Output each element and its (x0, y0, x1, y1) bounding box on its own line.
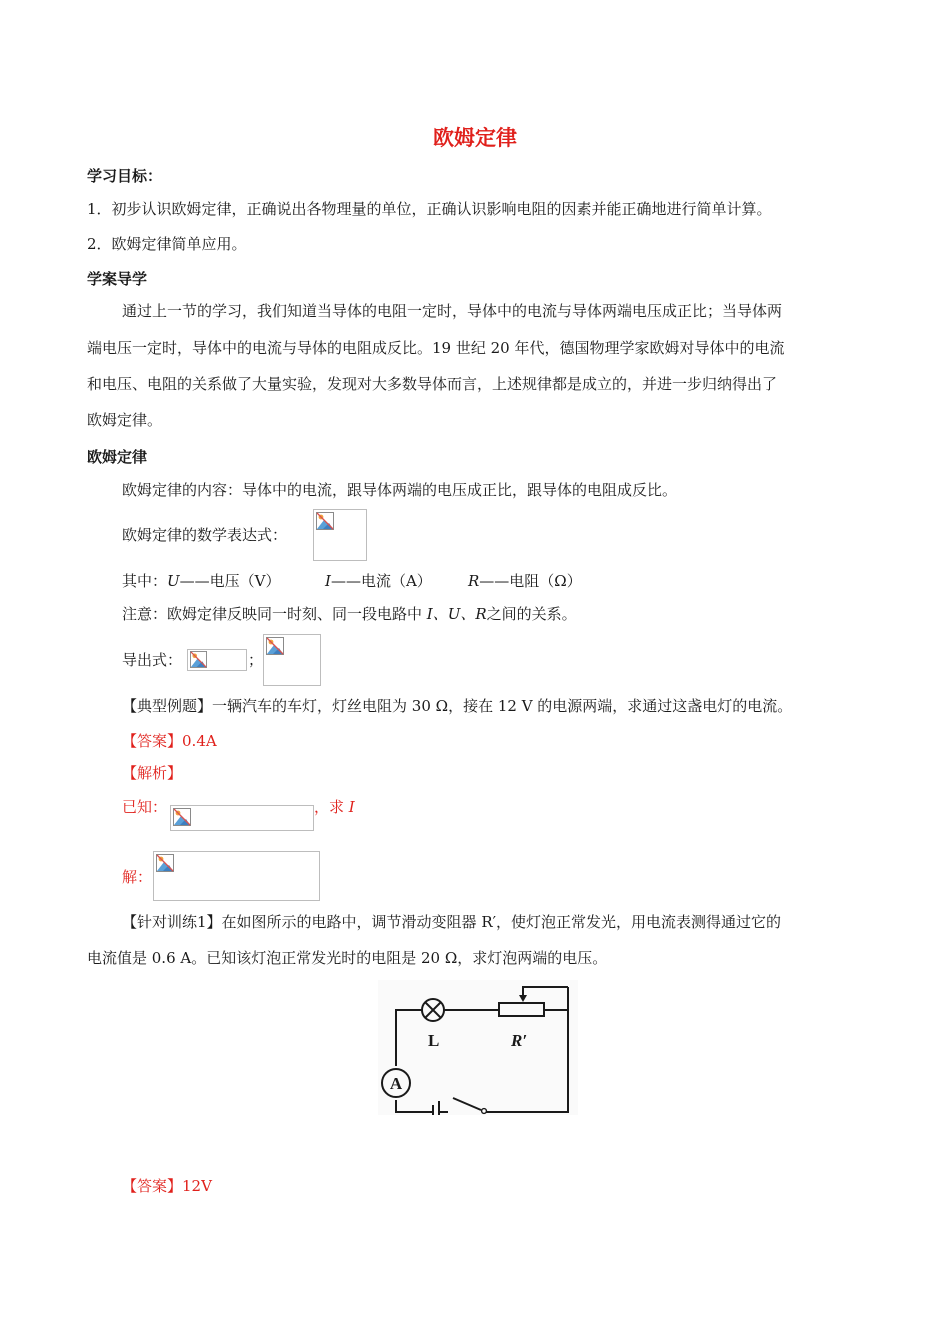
law-note (122, 604, 577, 624)
broken-image-icon (266, 637, 284, 655)
guide-line-3: 和电压、电阻的关系做了大量实验，发现对大多数导体而言，上述规律都是成立的，并进一步归纳得出了 (87, 375, 778, 393)
note-symbols: I、U、R (426, 605, 487, 623)
voltage-desc: ——电压（V） (179, 572, 281, 590)
current-symbol: I (325, 572, 331, 590)
example-answer-tag: 【答案】 (122, 732, 183, 750)
example-question (122, 696, 792, 716)
circuit-diagram (378, 980, 578, 1115)
voltage-symbol: U (167, 572, 180, 590)
formula-image-placeholder (313, 509, 367, 561)
known-label: 已知： (122, 798, 168, 816)
guide-line-1: 通过上一节的学习，我们知道当导体的电阻一定时，导体中的电流与导体两端电压成正比；当导体两 (122, 302, 783, 320)
example-analysis-tag: 【解析】 (122, 764, 183, 782)
resistance-symbol-group (468, 571, 582, 591)
page-title: 欧姆定律 (433, 125, 517, 150)
exercise-tag: 【针对训练1】 (122, 913, 222, 931)
resistance-desc: ——电阻（Ω） (479, 572, 582, 590)
law-content: 欧姆定律的内容：导体中的电流，跟导体两端的电压成正比，跟导体的电阻成反比。 (122, 481, 678, 499)
exercise-answer-value: 12V (182, 1177, 212, 1195)
objectives-heading: 学习目标： (87, 167, 163, 185)
find-symbol: I (348, 798, 355, 816)
rheostat-label: R′ (511, 1031, 528, 1050)
find-prefix: ，求 (314, 798, 345, 816)
law-expression-label: 欧姆定律的数学表达式： (122, 526, 288, 544)
exercise-line-1 (122, 912, 781, 932)
exercise-line-2: 电流值是 0.6 A。已知该灯泡正常发光时的电阻是 20 Ω，求灯泡两端的电压。 (87, 949, 608, 967)
exercise-text-1: 在如图所示的电路中，调节滑动变阻器 R′，使灯泡正常发光，用电流表测得通过它的 (221, 913, 782, 931)
guide-line-4: 欧姆定律。 (87, 411, 163, 429)
find-text (314, 797, 355, 817)
note-prefix: 注意：欧姆定律反映同一时刻、同一段电路中 (122, 605, 423, 623)
broken-image-icon (156, 854, 174, 872)
resistance-symbol: R (468, 572, 480, 590)
current-symbol-group (325, 571, 432, 591)
solve-label: 解： (122, 868, 153, 886)
example-question-text: 一辆汽车的车灯，灯丝电阻为 30 Ω，接在 12 V 的电源两端，求通过这盏电灯的电流。 (212, 697, 793, 715)
guide-heading: 学案导学 (87, 270, 148, 288)
broken-image-icon (173, 808, 191, 826)
ammeter-label: A (389, 1074, 403, 1093)
guide-line-2: 端电压一定时，导体中的电流与导体的电阻成反比。19 世纪 20 年代，德国物理学家欧姆对导体中的电流 (87, 339, 785, 357)
note-suffix: 之间的关系。 (486, 605, 577, 623)
known-values-placeholder (170, 805, 314, 831)
lamp-label: L (428, 1031, 440, 1050)
derived-label: 导出式： (122, 651, 183, 669)
law-heading: 欧姆定律 (87, 448, 148, 466)
current-desc: ——电流（A） (330, 572, 432, 590)
solution-placeholder (153, 851, 320, 901)
objective-1: 1．初步认识欧姆定律，正确说出各物理量的单位，正确认识影响电阻的因素并能正确地进行简单计算。 (87, 200, 772, 218)
exercise-answer-tag: 【答案】 (122, 1177, 183, 1195)
example-tag: 【典型例题】 (122, 697, 213, 715)
example-answer-value: 0.4A (182, 732, 217, 750)
exercise-answer (122, 1176, 212, 1196)
law-symbols-line (122, 571, 281, 591)
broken-image-icon (316, 512, 334, 530)
objective-2: 2．欧姆定律简单应用。 (87, 235, 247, 253)
broken-image-icon (190, 651, 207, 668)
example-answer (122, 731, 217, 751)
derived-formula-1-placeholder (187, 649, 247, 671)
where-prefix: 其中： (122, 572, 168, 590)
derived-formula-2-placeholder (263, 634, 321, 686)
derived-separator: ； (248, 651, 264, 669)
